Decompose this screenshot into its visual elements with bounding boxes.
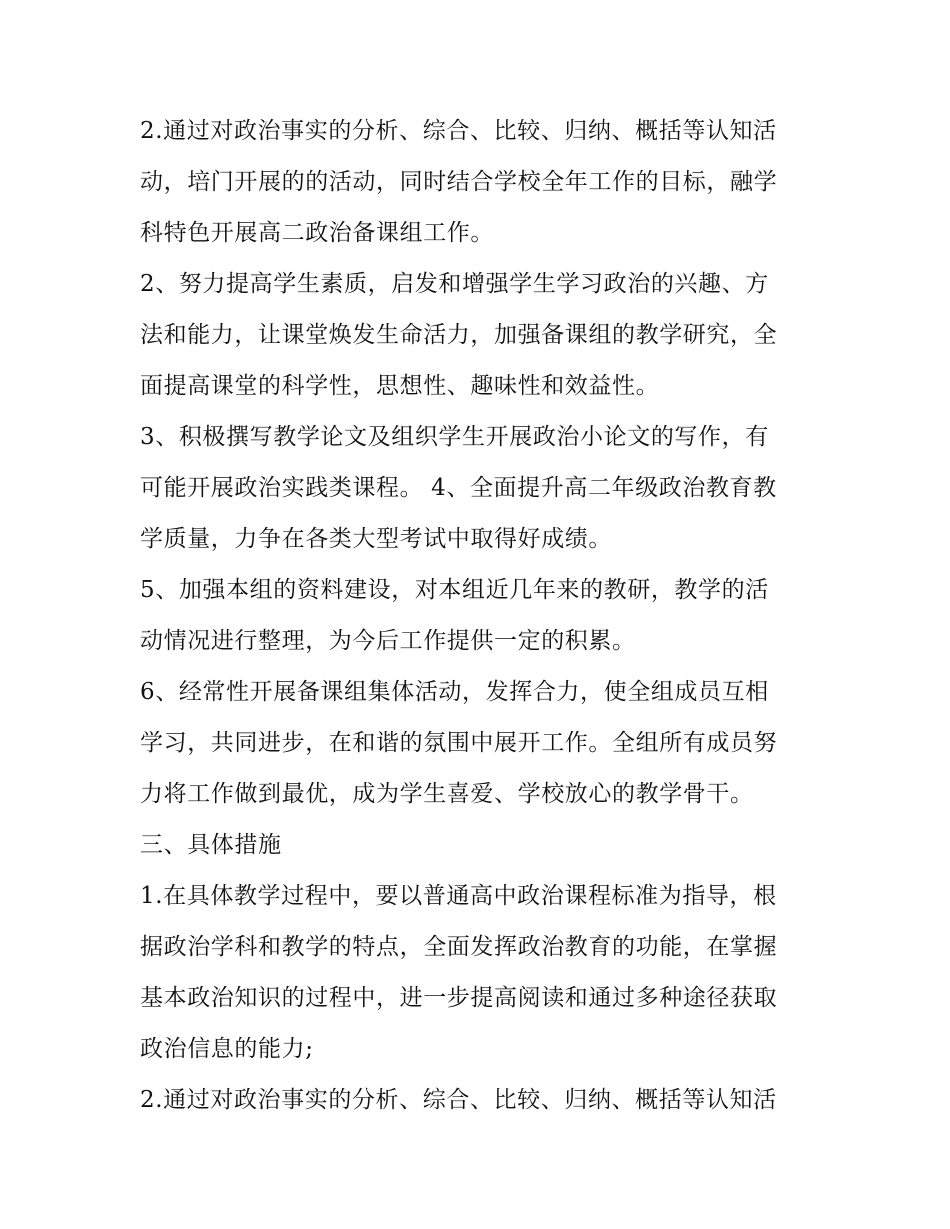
paragraph-measure-2	[140, 1075, 820, 1126]
text-line: 可能开展政治实践类课程。 4、全面提升高二年级政治教育教	[140, 475, 777, 501]
text-line: 政治信息的能力;	[140, 1036, 314, 1062]
paragraph-measure-1	[140, 871, 820, 1075]
text-line: 5、加强本组的资料建设，对本组近几年来的教研，教学的活	[140, 577, 769, 603]
text-line: 动，培门开展的的活动，同时结合学校全年工作的目标，融学	[140, 169, 778, 195]
text-line: 学习，共同进步，在和谐的氛围中展开工作。全组所有成员努	[140, 730, 778, 756]
text-line: 学质量，力争在各类大型考试中取得好成绩。	[140, 526, 612, 552]
section-heading-measures	[140, 820, 820, 871]
text-line: 据政治学科和教学的特点，全面发挥政治教育的功能，在掌握	[140, 934, 778, 960]
paragraph-goal-6	[140, 667, 820, 820]
text-line: 动情况进行整理，为今后工作提供一定的积累。	[140, 628, 636, 654]
text-line: 2、努力提高学生素质，启发和增强学生学习政治的兴趣、方	[140, 271, 769, 297]
document-body	[140, 106, 820, 1126]
section-heading-text: 三、具体措施	[140, 832, 282, 858]
text-line: 面提高课堂的科学性，思想性、趣味性和效益性。	[140, 373, 660, 399]
text-line: 力将工作做到最优，成为学生喜爱、学校放心的教学骨干。	[140, 781, 754, 807]
text-line: 2.通过对政治事实的分析、综合、比较、归纳、概括等认知活	[140, 1087, 777, 1113]
text-line: 6、经常性开展备课组集体活动，发挥合力，使全组成员互相	[140, 679, 769, 705]
text-line: 3、积极撰写教学论文及组织学生开展政治小论文的写作，有	[140, 424, 769, 450]
paragraph-goal-2	[140, 259, 820, 412]
paragraph-goal-5	[140, 565, 820, 667]
text-line: 2.通过对政治事实的分析、综合、比较、归纳、概括等认知活	[140, 118, 777, 144]
text-line: 基本政治知识的过程中，进一步提高阅读和通过多种途径获取	[140, 985, 778, 1011]
text-line: 科特色开展高二政治备课组工作。	[140, 220, 494, 246]
text-line: 法和能力，让课堂焕发生命活力，加强备课组的教学研究，全	[140, 322, 778, 348]
paragraph-goal-2-continued	[140, 106, 820, 259]
text-line: 1.在具体教学过程中，要以普通高中政治课程标准为指导，根	[140, 883, 777, 909]
paragraph-goal-3-4	[140, 412, 820, 565]
